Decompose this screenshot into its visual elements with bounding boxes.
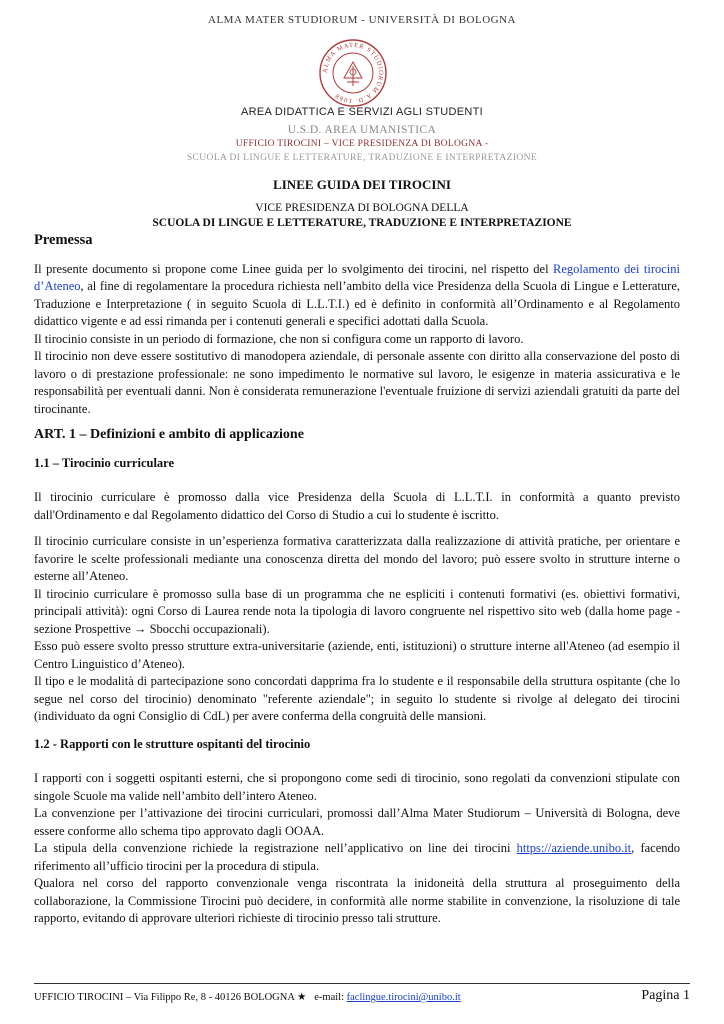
paragraph: Il tirocinio curriculare è promosso dalla vice Presidenza della Scuola di L.L.T.I. in conformità a quanto previsto dall'Ordinamento e dal Regolamento didattico del Corso di Studio a cui lo studente è iscritto. — [34, 490, 680, 522]
footer-divider — [34, 983, 690, 984]
document-title: LINEE GUIDA DEI TIROCINI — [273, 177, 451, 192]
text: Il presente documento si propone come Linee guida per lo svolgimento dei tirocini, nel rispetto del — [34, 261, 554, 276]
section-heading-premessa: Premessa — [34, 232, 93, 248]
email-label: e-mail: — [314, 992, 344, 1003]
university-name: ALMA MATER STUDIORUM - UNIVERSITÀ DI BOLOGNA — [208, 14, 516, 26]
seal-inscription: ALMA MATER STUDIORUM A.D. 1088 — [321, 41, 385, 105]
text: , facendo riferimento all’ufficio tirocini per la procedura di stipula. — [34, 841, 680, 873]
paragraph: Qualora nel corso del rapporto convenzionale venga riscontrata la inidoneità della struttura al proseguimento della collaborazione, la Commissione Tirocini può decidere, in conformità alle norme stabilite in convenzione, la risoluzione di tale rapporto, evitando di approvare ulteriori richieste di tirocinio presso tali strutture. — [34, 876, 680, 925]
subsection-heading-1-1: 1.1 – Tirocinio curriculare — [34, 455, 175, 470]
page-number: Pagina 1 — [641, 988, 690, 1003]
page-footer — [34, 988, 690, 1003]
vice-presidency: VICE PRESIDENZA DI BOLOGNA DELLA — [255, 202, 469, 214]
usd-label: U.S.D. AREA UMANISTICA — [287, 124, 437, 136]
star-icon: ★ — [296, 992, 307, 1003]
text: La stipula della convenzione richiede la registrazione nell’applicativo on line dei tirocini — [34, 841, 517, 855]
paragraph — [34, 261, 680, 331]
paragraph: Esso può essere svolto presso strutture extra-universitarie (aziende, enti, istituzioni) o strutture interne all'Ateneo (ad esempio il Centro Linguistico d’Ateneo). — [34, 639, 680, 671]
document-body — [34, 232, 680, 928]
email-link[interactable]: faclingue.tirocini@unibo.it — [346, 992, 461, 1003]
paragraph: I rapporti con i soggetti ospitanti esterni, che si propongono come sedi di tirocinio, sono regolati da convenzioni stipulate con singole Scuole ma valide nell’ambito dell’intero Ateneo. — [34, 771, 680, 803]
paragraph: La convenzione per l’attivazione dei tirocini curriculari, promossi dall’Alma Mater Studiorum – Università di Bologna, deve essere conforme allo schema tipo approvato dagli OOAA. — [34, 806, 680, 838]
regolamento-link[interactable]: Regolamento dei tirocini d’Ateneo — [34, 261, 681, 293]
paragraph: Il tipo e le modalità di partecipazione sono concordati dapprima fra lo studente e il responsabile della struttura ospitante (che lo segue nel corso del tirocinio) denominato "referente aziendale"; in seguito lo studente si rivolge al delegato dei tirocini (individuato da ogni Consiglio di CdL) per avere conferma della congruità delle mansioni. — [34, 674, 680, 723]
paragraph: Il tirocinio curriculare è promosso sulla base di un programma che ne espliciti i contenuti formativi (es. obiettivi formativi, principali attività): ogni Corso di Laurea rende nota la tipologia di lavoro congruente nel rispettivo sito web (dalla home page - sezione Prospettive → Sbocchi occupazionali). — [34, 586, 680, 636]
university-seal-icon — [318, 38, 388, 108]
footer-address: UFFICIO TIROCINI – Via Filippo Re, 8 - 40126 BOLOGNA — [34, 992, 295, 1003]
paragraph: Il tirocinio non deve essere sostitutivo di manodopera aziendale, di personale assente con diritto alla conservazione del posto di lavoro o di prestazione professionale: ne sono impedimento le normative sul lavoro, le esigenze in materia assicurativa e le responsabilità per eventuali danni. Non è considerata remunerazione l'eventuale fruizione di servizi aziendali gratuiti da parte del tirocinante. — [34, 349, 680, 416]
subsection-heading-1-2: 1.2 - Rapporti con le strutture ospitanti del tirocinio — [34, 736, 311, 751]
area-label: AREA DIDATTICA E SERVIZI AGLI STUDENTI — [240, 106, 484, 118]
section-heading-art1: ART. 1 – Definizioni e ambito di applicazione — [34, 427, 304, 442]
school-title: SCUOLA DI LINGUE E LETTERATURE, TRADUZIONE E INTERPRETAZIONE — [152, 217, 572, 229]
paragraph: Il tirocinio curriculare consiste in un’esperienza formativa caratterizzata dalla realizzazione di attività pratiche, per orientare e favorire le scelte professionali mediante una conoscenza diretta del mondo del lavoro; può essere svolto in strutture interne o esterne all’Ateneo. — [34, 534, 680, 583]
office-label: UFFICIO TIROCINI – VICE PRESIDENZA DI BOLOGNA - — [235, 139, 489, 149]
paragraph — [34, 840, 680, 875]
school-label: SCUOLA DI LINGUE E LETTERATURE, TRADUZIONE E INTERPRETAZIONE — [186, 153, 538, 163]
text: , al fine di regolamentare la procedura richiesta nell’ambito della vice Presidenza della Scuola di Lingue e Letterature, Traduzione e Interpretazione ( in seguito Scuola di L.L.T.I.) ed è definito in conformità all’Ordinamento e al Regolamento didattico vigente e ad essi rimanda per i contenuti generali e specifici adottati dalla Scuola. — [34, 279, 680, 328]
paragraph: Il tirocinio consiste in un periodo di formazione, che non si configura come un rapporto di lavoro. — [34, 331, 524, 346]
aziende-link[interactable]: https://aziende.unibo.it — [516, 841, 632, 855]
